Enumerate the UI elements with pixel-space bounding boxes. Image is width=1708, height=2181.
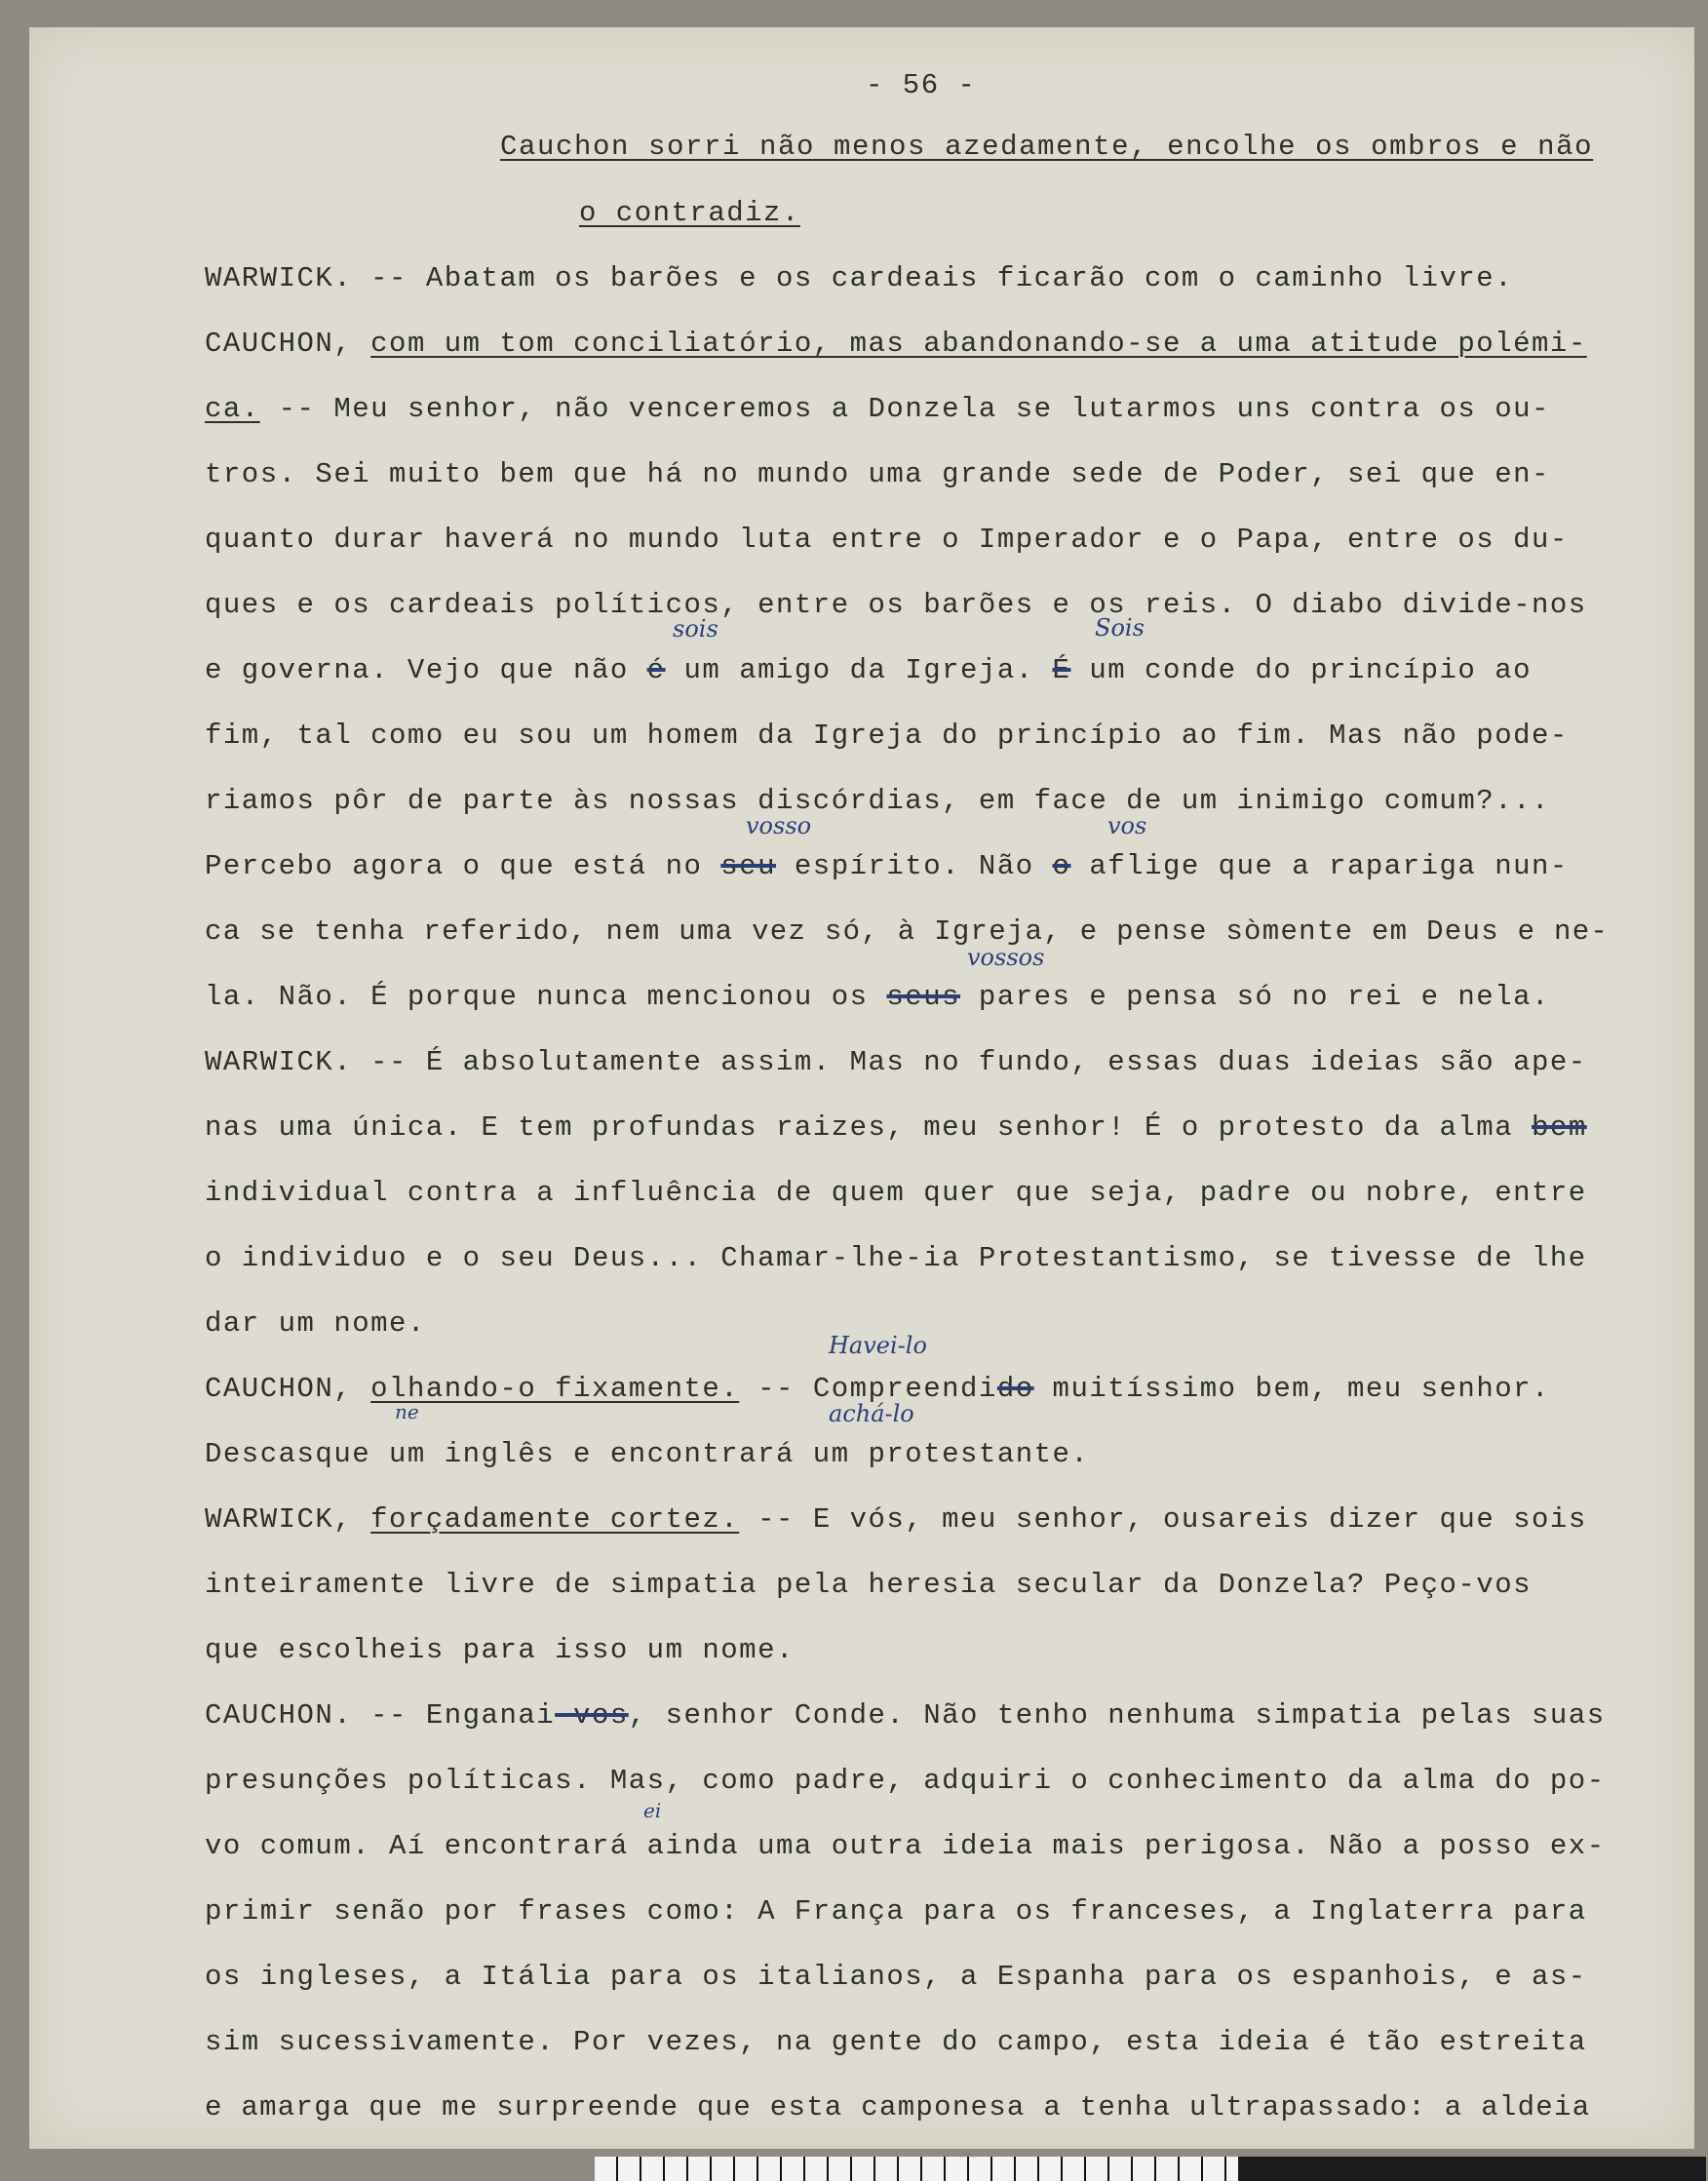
dialogue-line: que escolheis para isso um nome. bbox=[205, 1634, 795, 1666]
dialogue-line: primir senão por frases como: A França para os franceses, a Inglaterra para bbox=[205, 1895, 1587, 1928]
dialogue-line: CAUCHON. -- Enganai-vos, senhor Conde. Não tenho nenhuma simpatia pelas suas bbox=[205, 1699, 1606, 1732]
handwritten-correction: vossos bbox=[967, 944, 1045, 971]
handwritten-correction: Sois bbox=[1095, 614, 1145, 642]
dialogue-line: CAUCHON, olhando-o fixamente. -- Compreendido muitíssimo bem, meu senhor. bbox=[205, 1373, 1550, 1405]
dialogue-line: o individuo e o seu Deus... Chamar-lhe-ia Protestantismo, se tivesse de lhe bbox=[205, 1242, 1587, 1274]
dialogue-line: ques e os cardeais políticos, entre os barões e os reis. O diabo divide-nos bbox=[205, 589, 1587, 621]
dialogue-line: inteiramente livre de simpatia pela heresia secular da Donzela? Peço-vos bbox=[205, 1569, 1533, 1601]
handwritten-correction: ei bbox=[643, 1799, 662, 1822]
dialogue-line: WARWICK. -- Abatam os barões e os cardeais ficarão com o caminho livre. bbox=[205, 262, 1514, 294]
dialogue-line: ca se tenha referido, nem uma vez só, à Igreja, e pense sòmente em Deus e ne- bbox=[205, 915, 1610, 948]
typewritten-page bbox=[29, 27, 1694, 2149]
dialogue-line: e amarga que me surpreende que esta camponesa a tenha ultrapassado: a aldeia bbox=[205, 2091, 1591, 2123]
dialogue-line: individual contra a influência de quem quer que seja, padre ou nobre, entre bbox=[205, 1177, 1587, 1209]
handwritten-correction: ne bbox=[395, 1400, 419, 1423]
dialogue-line: WARWICK. -- É absolutamente assim. Mas no fundo, essas duas ideias são ape- bbox=[205, 1046, 1587, 1078]
handwritten-correction: achá-lo bbox=[829, 1400, 914, 1427]
dialogue-line: Descasque um inglês e encontrará um protestante. bbox=[205, 1438, 1090, 1470]
dialogue-line: fim, tal como eu sou um homem da Igreja do princípio ao fim. Mas não pode- bbox=[205, 720, 1569, 752]
dialogue-line: ca. -- Meu senhor, não venceremos a Donzela se lutarmos uns contra os ou- bbox=[205, 393, 1550, 425]
handwritten-correction: vosso bbox=[746, 812, 812, 839]
dialogue-line: dar um nome. bbox=[205, 1307, 426, 1340]
dialogue-line: la. Não. É porque nunca mencionou os seus pares e pensa só no rei e nela. bbox=[205, 981, 1550, 1013]
dialogue-line: e governa. Vejo que não é um amigo da Igreja. É um conde do princípio ao bbox=[205, 654, 1533, 686]
stage-direction-line: o contradiz. bbox=[579, 197, 800, 229]
page-number: - 56 - bbox=[866, 69, 977, 101]
scan-ruler-dark bbox=[1238, 2157, 1706, 2181]
handwritten-correction: sois bbox=[673, 615, 718, 643]
dialogue-line: riamos pôr de parte às nossas discórdias, em face de um inimigo comum?... bbox=[205, 785, 1550, 817]
dialogue-line: WARWICK, forçadamente cortez. -- E vós, meu senhor, ousareis dizer que sois bbox=[205, 1503, 1587, 1536]
dialogue-line: vo comum. Aí encontrará ainda uma outra ideia mais perigosa. Não a posso ex- bbox=[205, 1830, 1606, 1862]
dialogue-line: nas uma única. E tem profundas raizes, meu senhor! É o protesto da alma bem bbox=[205, 1111, 1587, 1144]
dialogue-line: tros. Sei muito bem que há no mundo uma grande sede de Poder, sei que en- bbox=[205, 458, 1550, 490]
handwritten-correction: Havei-lo bbox=[829, 1332, 927, 1359]
dialogue-line: sim sucessivamente. Por vezes, na gente do campo, esta ideia é tão estreita bbox=[205, 2026, 1587, 2058]
dialogue-line: CAUCHON, com um tom conciliatório, mas abandonando-se a uma atitude polémi- bbox=[205, 328, 1587, 360]
stage-direction-line: Cauchon sorri não menos azedamente, encolhe os ombros e não bbox=[500, 131, 1594, 163]
dialogue-line: presunções políticas. Mas, como padre, adquiri o conhecimento da alma do po- bbox=[205, 1765, 1606, 1797]
dialogue-line: quanto durar haverá no mundo luta entre o Imperador e o Papa, entre os du- bbox=[205, 524, 1569, 556]
handwritten-correction: vos bbox=[1107, 812, 1147, 839]
dialogue-line: Percebo agora o que está no seu espírito. Não o aflige que a rapariga nun- bbox=[205, 850, 1569, 882]
dialogue-line: os ingleses, a Itália para os italianos, a Espanha para os espanhois, e as- bbox=[205, 1961, 1587, 1993]
